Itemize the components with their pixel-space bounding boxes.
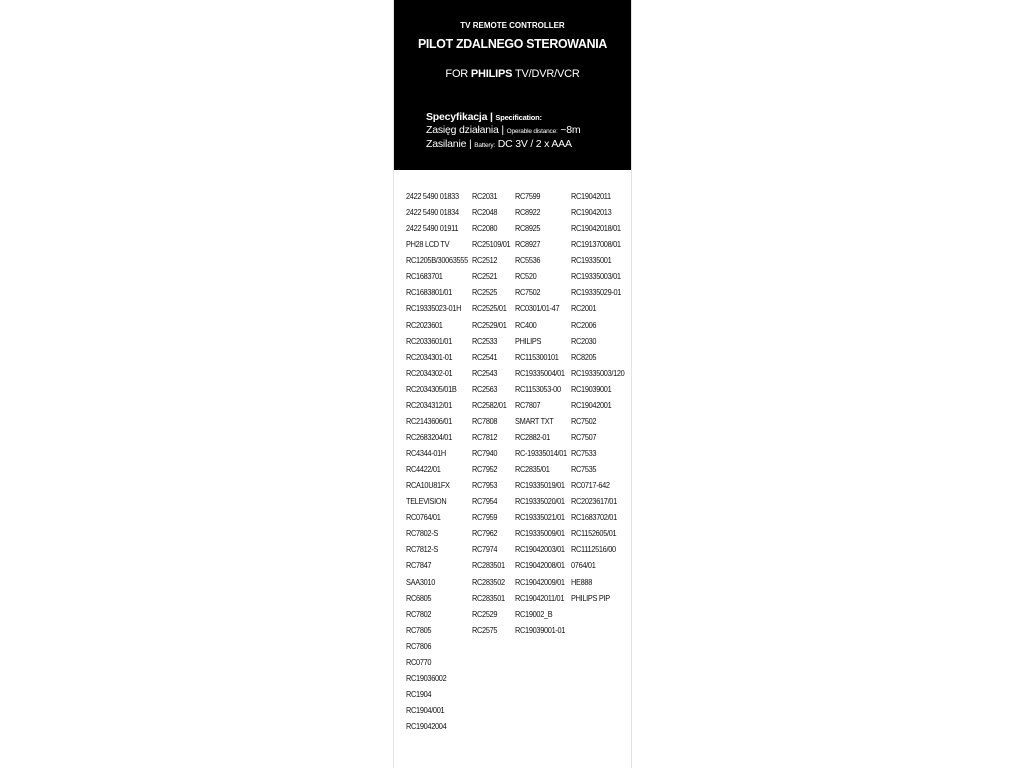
spec-heading-pl: Specyfikacja | xyxy=(426,111,496,123)
remote-code: HE888 xyxy=(571,576,592,587)
remote-code: RC19335023-01H xyxy=(406,303,462,314)
remote-code: RC7974 xyxy=(472,544,498,555)
remote-code: RC1904 xyxy=(406,688,432,699)
title-polish: PILOT ZDALNEGO STEROWANIA xyxy=(417,36,608,51)
remote-code: RC19335029-01 xyxy=(571,287,622,298)
codes-column-4 xyxy=(571,188,632,606)
remote-code: RC2529/01 xyxy=(472,319,507,330)
remote-code: RC0764/01 xyxy=(406,512,441,523)
remote-code: RC7847 xyxy=(406,560,432,571)
remote-code: 2422 5490 01834 xyxy=(406,207,459,218)
device-types: TV/DVR/VCR xyxy=(512,68,580,80)
remote-code: RC7802 xyxy=(406,608,432,619)
remote-code: RC7953 xyxy=(472,480,498,491)
remote-code: RC2023601 xyxy=(406,319,443,330)
remote-code: RC2525/01 xyxy=(472,303,507,314)
range-label-pl: Zasięg działania | xyxy=(426,124,507,136)
remote-code: RC19042011 xyxy=(571,191,611,201)
subtitle-english: TV REMOTE CONTROLLER xyxy=(460,21,565,30)
power-label-pl: Zasilanie | xyxy=(426,138,475,150)
remote-code: RC7535 xyxy=(571,464,597,475)
brand-name: PHILIPS xyxy=(470,68,513,80)
remote-code: RC7502 xyxy=(515,287,541,298)
for-prefix: FOR xyxy=(445,68,471,80)
remote-code: RC1683702/01 xyxy=(571,512,617,523)
remote-code: RC1153053-00 xyxy=(515,383,561,394)
remote-code: RC8925 xyxy=(515,223,541,234)
remote-code: RC7599 xyxy=(515,191,541,201)
remote-code: TELEVISION xyxy=(406,496,447,507)
label-header xyxy=(394,0,631,170)
remote-code: RC283502 xyxy=(472,576,505,587)
remote-code: RC19042003/01 xyxy=(515,544,565,555)
remote-code: RC0301/01-47 xyxy=(515,303,560,314)
remote-code: RC520 xyxy=(515,271,537,282)
range-label-en: Operable distance: xyxy=(506,128,558,135)
remote-code: RC19042011/01 xyxy=(515,592,565,603)
remote-code: RC19039001 xyxy=(571,383,612,394)
remote-code: RC1683701 xyxy=(406,271,443,282)
remote-code: RC7940 xyxy=(472,448,498,458)
remote-code: RC2575 xyxy=(472,624,498,635)
remote-code: 2422 5490 01911 xyxy=(406,223,459,234)
remote-code: RC2034302-01 xyxy=(406,367,453,378)
remote-code: RC7502 xyxy=(571,415,597,426)
remote-code: RC19042013 xyxy=(571,207,612,218)
remote-code: RC1683801/01 xyxy=(406,287,452,298)
remote-code: RC2031 xyxy=(472,191,498,201)
specification-block xyxy=(426,111,625,152)
remote-code: RC4422/01 xyxy=(406,464,441,475)
remote-code: RC19036002 xyxy=(406,672,447,683)
remote-code: RC8205 xyxy=(571,351,597,362)
remote-code: RC2563 xyxy=(472,383,498,394)
remote-code: RC19042008/01 xyxy=(515,560,565,571)
remote-code: RC400 xyxy=(515,319,537,330)
remote-code: RC1205B/30063555 xyxy=(406,255,468,266)
remote-code: RC19002_B xyxy=(515,608,553,619)
remote-code: RC4344-01H xyxy=(406,448,446,458)
codes-column-2 xyxy=(472,188,516,638)
remote-code: RC1112516/00 xyxy=(571,544,616,555)
spec-heading-en: Specification: xyxy=(495,113,542,122)
remote-code: RC283501 xyxy=(472,560,505,571)
remote-code: RC2034301-01 xyxy=(406,351,453,362)
remote-code: RC2882-01 xyxy=(515,431,550,442)
spec-range-row xyxy=(426,124,625,138)
remote-code: RC2023617/01 xyxy=(571,496,617,507)
remote-code: RC19042001 xyxy=(571,399,612,410)
remote-code: RC7962 xyxy=(472,528,498,539)
remote-code: RC19335001 xyxy=(571,255,612,266)
codes-column-3 xyxy=(515,188,574,638)
remote-code: RC19335020/01 xyxy=(515,496,565,507)
remote-code: RC2533 xyxy=(472,335,498,346)
remote-code: RC2582/01 xyxy=(472,399,507,410)
remote-code: RC19335009/01 xyxy=(515,528,565,539)
spec-power-row xyxy=(426,138,625,152)
remote-code: RC19335004/01 xyxy=(515,367,565,378)
remote-code: RC19335003/01 xyxy=(571,271,621,282)
remote-code: RC2030 xyxy=(571,335,597,346)
remote-code: RC19335003/120 xyxy=(571,367,625,378)
remote-code: RC2525 xyxy=(472,287,498,298)
remote-code: RC283501 xyxy=(472,592,505,603)
remote-code: RC19039001-01 xyxy=(515,624,566,635)
remote-code: RC7954 xyxy=(472,496,498,507)
remote-code: RC8927 xyxy=(515,239,541,250)
compatibility-line xyxy=(394,68,631,80)
remote-code: RC2033601/01 xyxy=(406,335,452,346)
remote-code: RC7812 xyxy=(472,431,498,442)
remote-code: RC2034312/01 xyxy=(406,399,452,410)
remote-code: RC7807 xyxy=(515,399,541,410)
remote-code: RC7805 xyxy=(406,624,432,635)
remote-code: RC7959 xyxy=(472,512,498,523)
remote-code: RC2543 xyxy=(472,367,498,378)
remote-code: RC19335021/01 xyxy=(515,512,565,523)
remote-code: RC19042004 xyxy=(406,721,447,732)
remote-code: RC7812-S xyxy=(406,544,438,555)
remote-code: PHILIPS xyxy=(515,335,542,346)
range-value: ~8m xyxy=(557,124,581,136)
remote-code: RC2529 xyxy=(472,608,498,619)
remote-code: RC2080 xyxy=(472,223,498,234)
remote-code: RC2521 xyxy=(472,271,498,282)
remote-code: RC19335019/01 xyxy=(515,480,565,491)
codes-column-1 xyxy=(406,188,476,734)
remote-code: RC2683204/01 xyxy=(406,431,452,442)
remote-code: RC2034305/01B xyxy=(406,383,457,394)
remote-code: RC7808 xyxy=(472,415,498,426)
remote-code: PH28 LCD TV xyxy=(406,239,450,250)
remote-code: PHILIPS PIP xyxy=(571,592,610,603)
remote-code: RC-19335014/01 xyxy=(515,448,567,458)
remote-code: RC2541 xyxy=(472,351,498,362)
remote-code: RC19042009/01 xyxy=(515,576,565,587)
remote-code: RC0770 xyxy=(406,656,432,667)
remote-code: SMART TXT xyxy=(515,415,554,426)
remote-code: RC0717-642 xyxy=(571,480,610,491)
remote-code: RC7507 xyxy=(571,431,597,442)
remote-code: RC7802-S xyxy=(406,528,438,539)
remote-code: RC19137008/01 xyxy=(571,239,621,250)
remote-code: RC2001 xyxy=(571,303,597,314)
remote-code: RC115300101 xyxy=(515,351,559,362)
remote-code: RCA10U81FX xyxy=(406,480,450,491)
remote-code: RC7952 xyxy=(472,464,498,475)
remote-code: RC7533 xyxy=(571,448,597,458)
spec-heading xyxy=(426,111,625,124)
remote-code: RC2512 xyxy=(472,255,498,266)
remote-code: RC6805 xyxy=(406,592,432,603)
remote-code: RC1904/001 xyxy=(406,705,445,715)
remote-code: RC2143606/01 xyxy=(406,415,452,426)
remote-code: RC2048 xyxy=(472,207,498,218)
remote-code: RC2006 xyxy=(571,319,597,330)
power-value: DC 3V / 2 x AAA xyxy=(495,138,572,150)
remote-code: RC7806 xyxy=(406,640,432,651)
power-label-en: Battery: xyxy=(474,142,495,149)
remote-code: RC8922 xyxy=(515,207,541,218)
remote-code: RC1152605/01 xyxy=(571,528,617,539)
product-label xyxy=(393,0,632,768)
remote-code: SAA3010 xyxy=(406,576,435,587)
remote-code: RC25109/01 xyxy=(472,239,511,250)
remote-code: 2422 5490 01833 xyxy=(406,191,459,201)
remote-code: RC2835/01 xyxy=(515,464,550,475)
remote-code: RC5536 xyxy=(515,255,541,266)
remote-code: 0764/01 xyxy=(571,560,596,571)
remote-code: RC19042018/01 xyxy=(571,223,621,234)
